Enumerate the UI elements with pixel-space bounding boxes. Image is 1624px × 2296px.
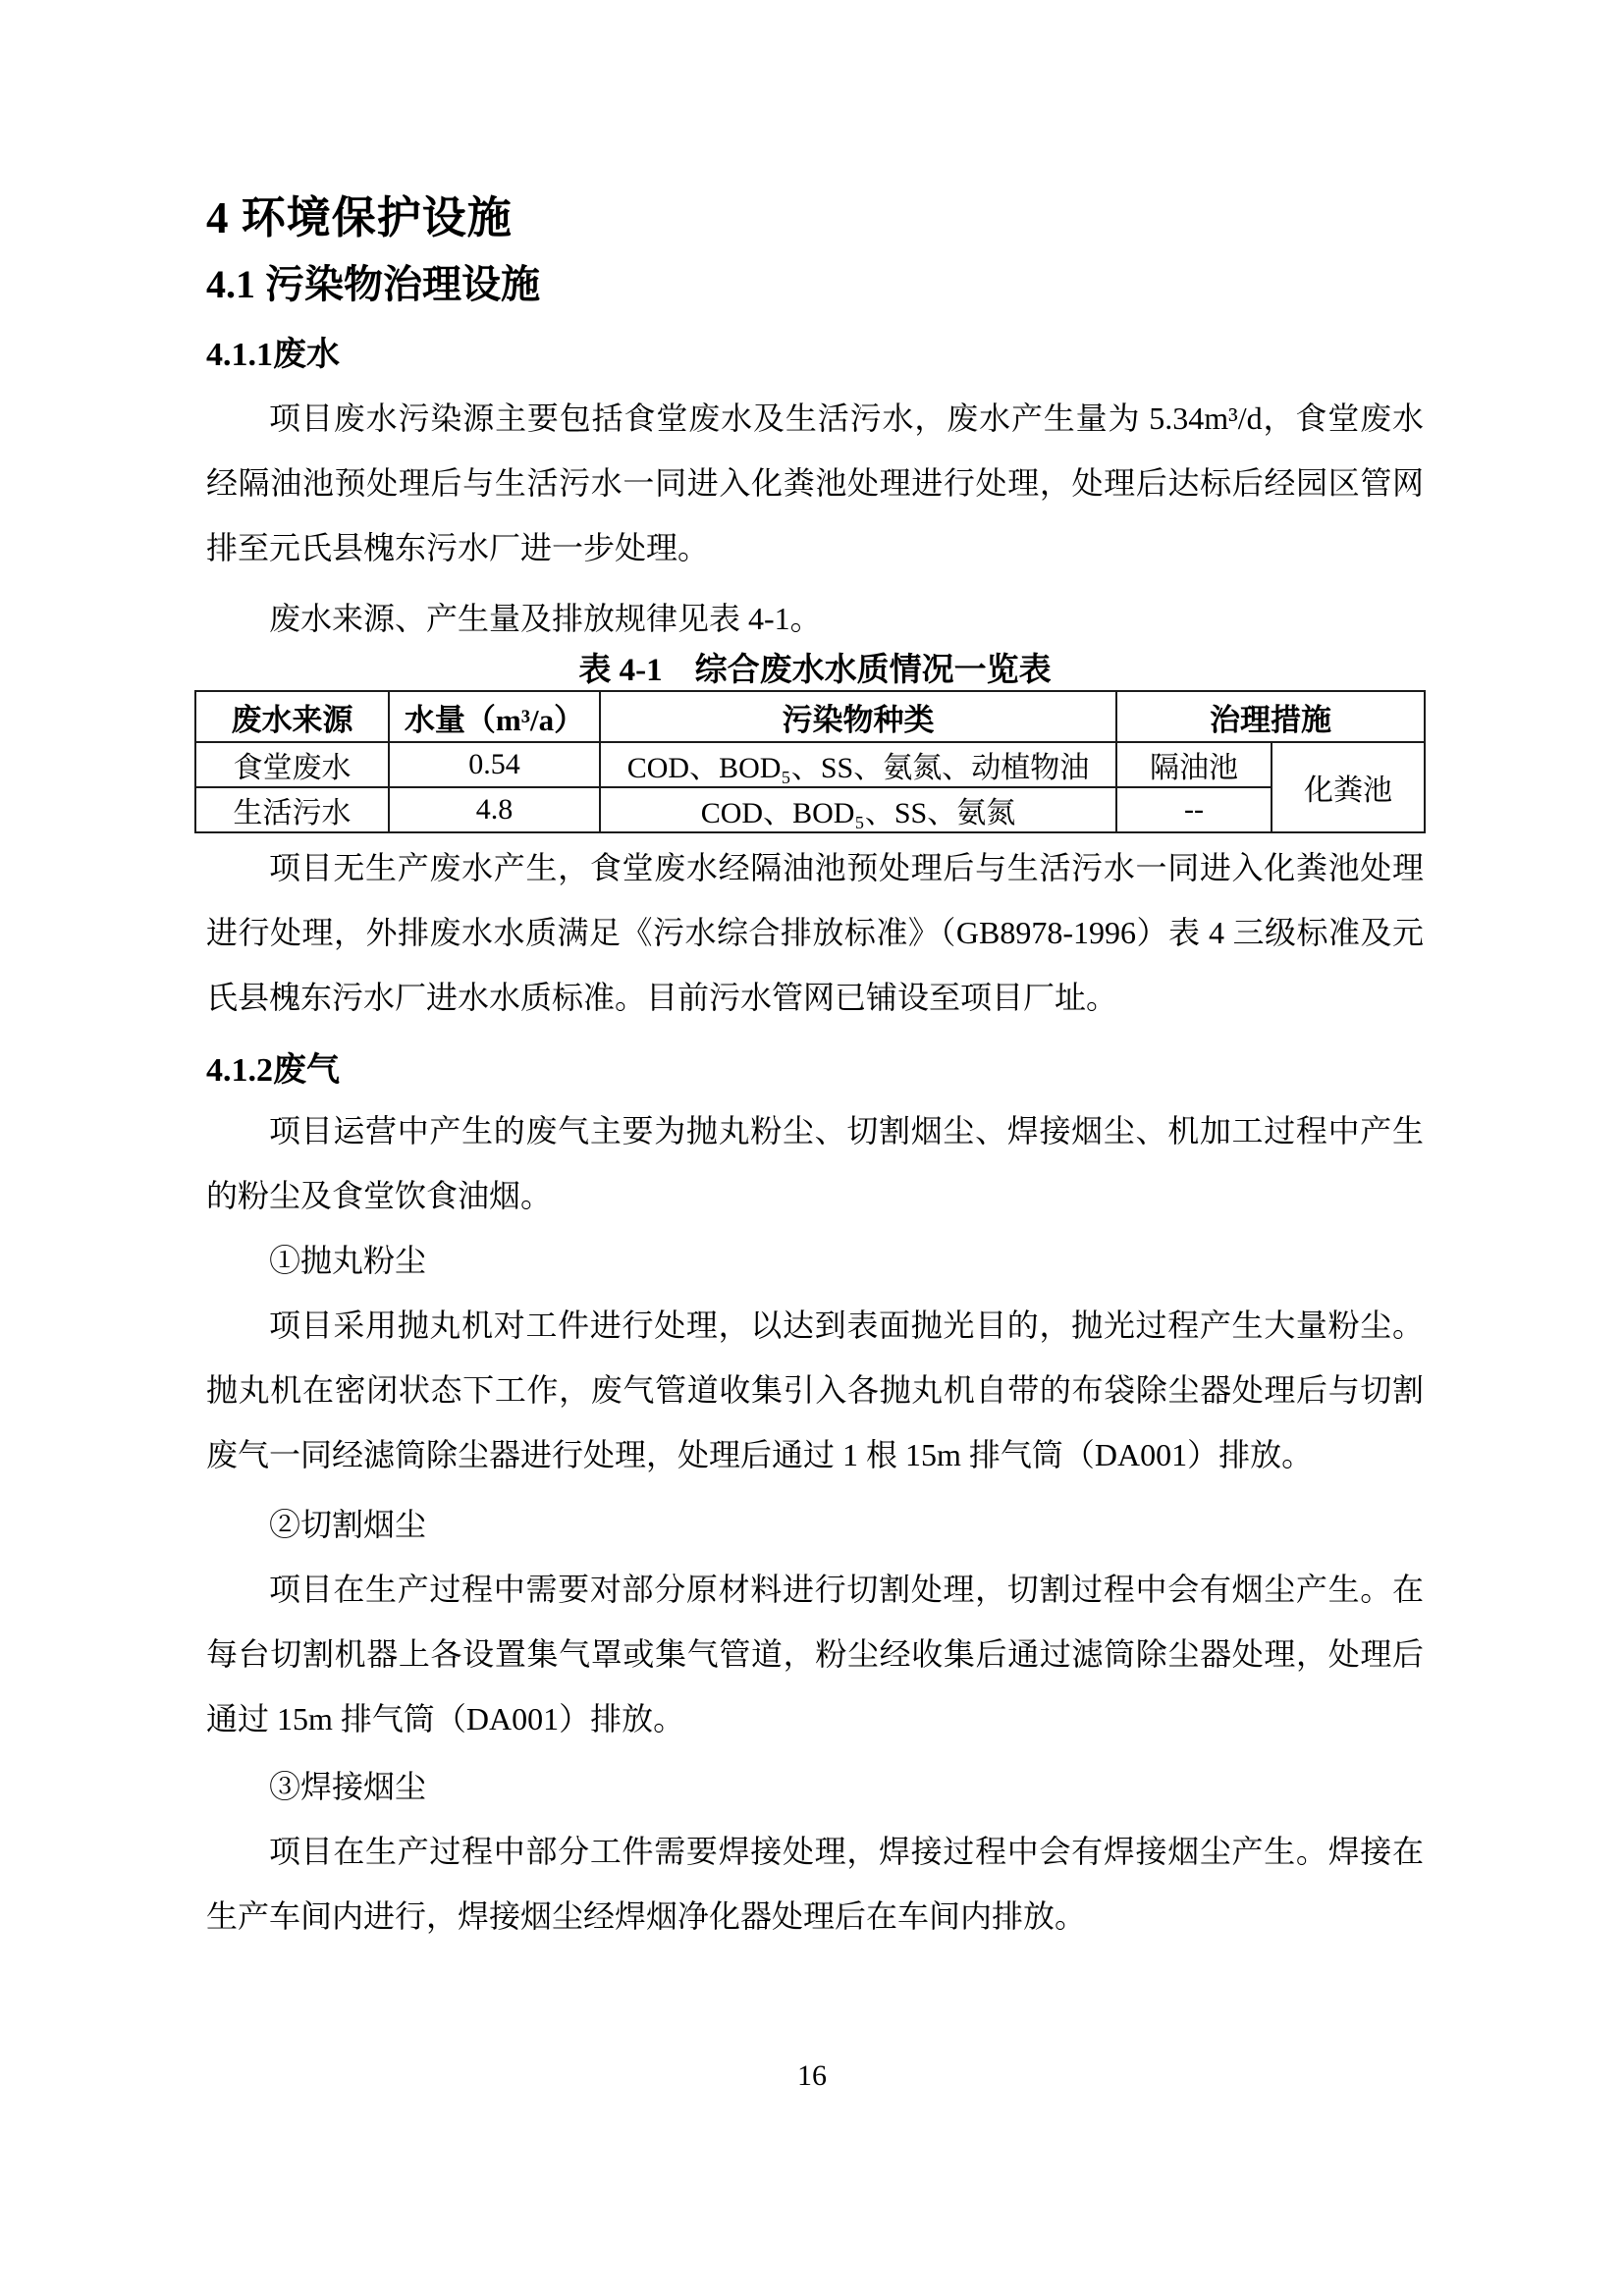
page-content [206,0,1424,1949]
paragraph-welding: 项目在生产过程中部分工件需要焊接处理，焊接过程中会有焊接烟尘产生。焊接在生产车间内进行，焊接烟尘经焊烟净化器处理后在车间内排放。 [206,1834,1424,1934]
cell-source-canteen: 食堂废水 [195,742,389,787]
cell-treatment-pre-canteen: 隔油池 [1116,742,1272,787]
section-heading: 4.1 污染物治理设施 [206,262,540,306]
table-header-row [195,691,1425,742]
cell-amount-domestic: 4.8 [389,787,600,832]
subsection-heading-gas: 4.1.2废气 [206,1052,340,1089]
table-row-canteen [195,742,1425,787]
table-header-treatment: 治理措施 [1116,691,1425,742]
chapter-heading: 4 环境保护设施 [206,193,513,242]
table-header-amount: 水量（m³/a） [389,691,600,742]
list-item-heading-welding: ③焊接烟尘 [269,1769,427,1804]
table-caption: 表 4-1 综合废水水质情况一览表 [578,653,1052,688]
cell-treatment-shared: 化粪池 [1272,742,1425,832]
cell-pollutants-canteen: COD、BOD₅、SS、氨氮、动植物油 [600,742,1116,787]
paragraph-gas-intro: 项目运营中产生的废气主要为抛丸粉尘、切割烟尘、焊接烟尘、机加工过程中产生的粉尘及食堂饮食油烟。 [206,1113,1424,1213]
subsection-heading-wastewater: 4.1.1废水 [206,337,340,373]
table-row-domestic [195,787,1425,832]
paragraph-wastewater-after-table: 项目无生产废水产生，食堂废水经隔油池预处理后与生活污水一同进入化粪池处理进行处理，外排废水水质满足《污水综合排放标准》（GB8978-1996）表 4 三级标准及元氏县槐东污水厂进水水质标准。目前污水管网已铺设至项目厂址。 [206,850,1424,1015]
table-header-pollutants: 污染物种类 [600,691,1116,742]
page-number: 16 [797,2059,827,2092]
cell-amount-canteen: 0.54 [389,742,600,787]
list-item-heading-shot-blasting: ①抛丸粉尘 [269,1243,427,1278]
paragraph-table-reference: 废水来源、产生量及排放规律见表 4-1。 [269,601,822,636]
cell-pollutants-domestic: COD、BOD₅、SS、氨氮 [600,787,1116,832]
cell-source-domestic: 生活污水 [195,787,389,832]
wastewater-table [194,690,1426,833]
paragraph-shot-blasting: 项目采用抛丸机对工件进行处理，以达到表面抛光目的，抛光过程产生大量粉尘。抛丸机在密闭状态下工作，废气管道收集引入各抛丸机自带的布袋除尘器处理后与切割废气一同经滤筒除尘器进行处理，处理后通过 1 根 15m 排气筒（DA001）排放。 [206,1308,1424,1472]
paragraph-wastewater-intro: 项目废水污染源主要包括食堂废水及生活污水，废水产生量为 5.34m³/d，食堂废水经隔油池预处理后与生活污水一同进入化粪池处理进行处理，处理后达标后经园区管网排至元氏县槐东污水厂进一步处理。 [206,400,1424,565]
list-item-heading-cutting: ②切割烟尘 [269,1507,427,1542]
table-header-source: 废水来源 [195,691,389,742]
paragraph-cutting: 项目在生产过程中需要对部分原材料进行切割处理，切割过程中会有烟尘产生。在每台切割机器上各设置集气罩或集气管道，粉尘经收集后通过滤筒除尘器处理，处理后通过 15m 排气筒（DA001）排放。 [206,1572,1424,1736]
cell-treatment-pre-domestic: -- [1116,787,1272,832]
